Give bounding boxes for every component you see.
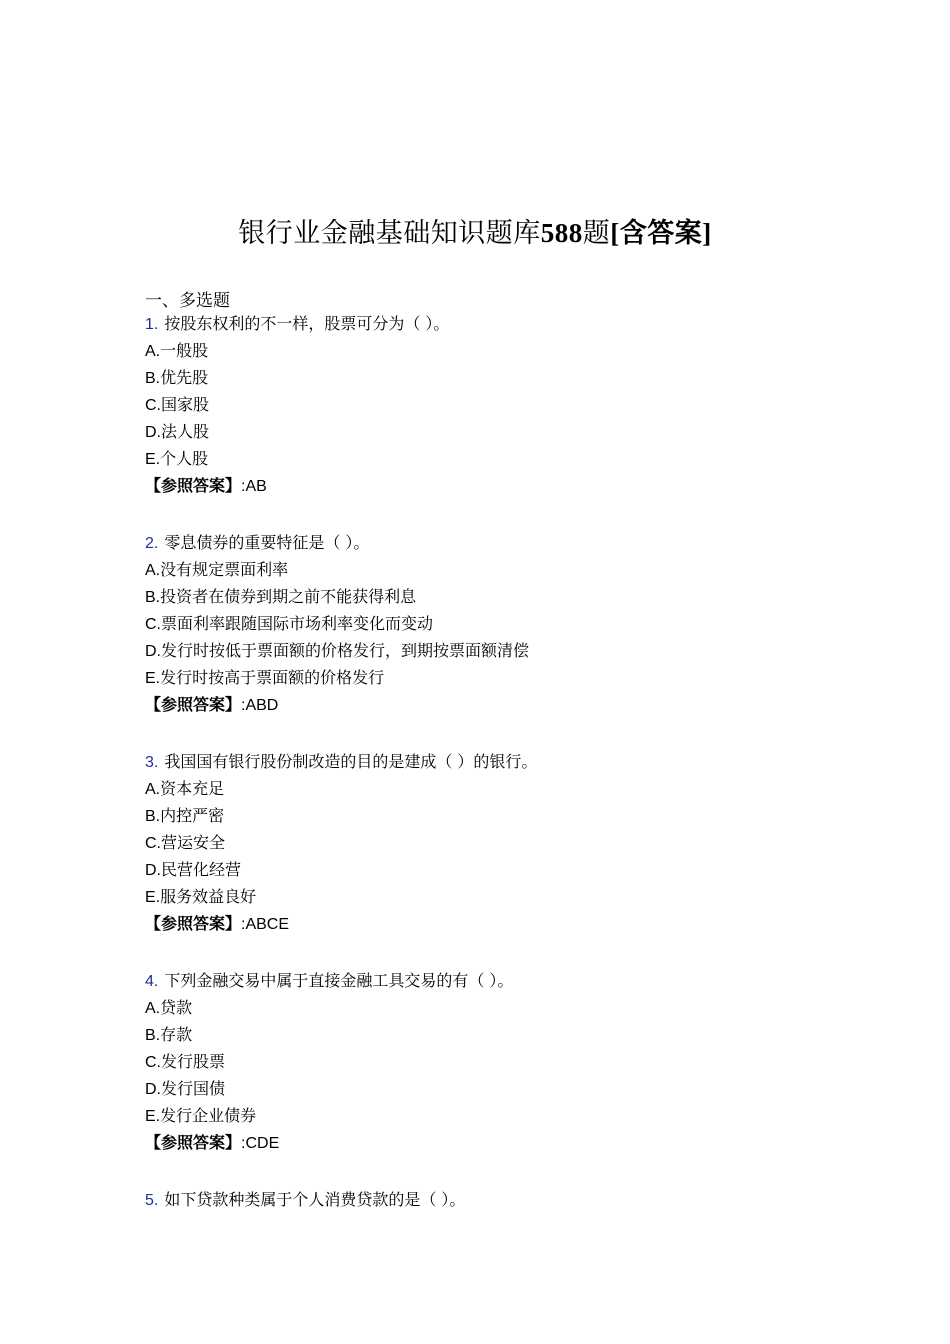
option-b	[145, 802, 845, 829]
section-heading: 一、多选题	[145, 291, 230, 311]
option-text: 个人股	[160, 449, 209, 468]
option-d	[145, 418, 845, 445]
option-text: 一般股	[160, 341, 209, 360]
question-text: 按股东权利的不一样，股票可分为（ ）。	[164, 314, 450, 333]
option-text: 发行时按低于票面额的价格发行，到期按票面额清偿	[161, 641, 530, 660]
option-c	[145, 391, 845, 418]
question-number: 3.	[145, 754, 159, 771]
option-text: 国家股	[161, 395, 210, 414]
option-e	[145, 883, 845, 910]
option-text: 发行企业债券	[160, 1106, 257, 1125]
question-text: 我国国有银行股份制改造的目的是建成（ ）的银行。	[164, 752, 538, 771]
option-e	[145, 664, 845, 691]
question-line	[145, 529, 845, 556]
answer-label: 【参照答案】	[145, 1133, 242, 1152]
option-text: 法人股	[161, 422, 210, 441]
option-text: 没有规定票面利率	[160, 560, 289, 579]
answer-value: :ABD	[241, 697, 279, 714]
option-a	[145, 994, 845, 1021]
option-text: 发行股票	[161, 1052, 226, 1071]
option-c	[145, 829, 845, 856]
answer-line	[145, 910, 845, 937]
option-d	[145, 637, 845, 664]
answer-label: 【参照答案】	[145, 695, 242, 714]
answer-value: :AB	[241, 478, 267, 495]
title-suffix: [含答案]	[610, 218, 712, 248]
answer-label: 【参照答案】	[145, 476, 242, 495]
title-prefix: 银行业金融基础知识题库	[238, 218, 541, 249]
option-text: 存款	[160, 1025, 193, 1044]
option-letter: C.	[145, 1054, 161, 1071]
option-letter: E.	[145, 1108, 161, 1125]
option-text: 贷款	[160, 998, 193, 1017]
option-b	[145, 583, 845, 610]
option-letter: D.	[145, 862, 161, 879]
question-3	[145, 748, 845, 937]
option-e	[145, 445, 845, 472]
answer-line	[145, 472, 845, 499]
answer-label: 【参照答案】	[145, 914, 242, 933]
option-d	[145, 1075, 845, 1102]
option-text: 票面利率跟随国际市场利率变化而变动	[161, 614, 434, 633]
question-line	[145, 310, 845, 337]
option-text: 投资者在债券到期之前不能获得利息	[160, 587, 417, 606]
option-letter: B.	[145, 1027, 161, 1044]
question-number: 2.	[145, 535, 159, 552]
question-number: 5.	[145, 1192, 159, 1209]
option-b	[145, 1021, 845, 1048]
option-text: 内控严密	[160, 806, 225, 825]
option-text: 优先股	[160, 368, 209, 387]
option-text: 服务效益良好	[160, 887, 257, 906]
option-letter: B.	[145, 589, 161, 606]
option-text: 发行国债	[161, 1079, 226, 1098]
answer-value: :CDE	[241, 1135, 280, 1152]
option-e	[145, 1102, 845, 1129]
question-text: 下列金融交易中属于直接金融工具交易的有（ ）。	[164, 971, 514, 990]
option-letter: C.	[145, 835, 161, 852]
option-letter: A.	[145, 781, 161, 798]
option-a	[145, 337, 845, 364]
option-letter: C.	[145, 616, 161, 633]
question-5	[145, 1186, 845, 1213]
title-mid: 题	[582, 218, 611, 249]
option-letter: D.	[145, 424, 161, 441]
question-number: 1.	[145, 316, 159, 333]
answer-value: :ABCE	[241, 916, 290, 933]
answer-line	[145, 691, 845, 718]
option-letter: E.	[145, 670, 161, 687]
option-text: 发行时按高于票面额的价格发行	[160, 668, 385, 687]
question-2	[145, 529, 845, 718]
question-number: 4.	[145, 973, 159, 990]
option-a	[145, 775, 845, 802]
option-a	[145, 556, 845, 583]
option-c	[145, 1048, 845, 1075]
question-4	[145, 967, 845, 1156]
option-letter: D.	[145, 1081, 161, 1098]
answer-line	[145, 1129, 845, 1156]
option-c	[145, 610, 845, 637]
title-number: 588	[540, 218, 583, 248]
document-title	[0, 213, 950, 254]
question-line	[145, 967, 845, 994]
option-letter: D.	[145, 643, 161, 660]
question-text: 零息债券的重要特征是（ ）。	[164, 533, 370, 552]
option-d	[145, 856, 845, 883]
option-letter: E.	[145, 451, 161, 468]
option-text: 民营化经营	[161, 860, 242, 879]
question-1	[145, 310, 845, 499]
option-text: 营运安全	[161, 833, 226, 852]
question-line	[145, 1186, 845, 1213]
option-letter: A.	[145, 1000, 161, 1017]
question-line	[145, 748, 845, 775]
option-letter: B.	[145, 808, 161, 825]
option-b	[145, 364, 845, 391]
question-text: 如下贷款种类属于个人消费贷款的是（ ）。	[164, 1190, 466, 1209]
option-letter: A.	[145, 562, 161, 579]
option-letter: E.	[145, 889, 161, 906]
option-letter: B.	[145, 370, 161, 387]
option-letter: A.	[145, 343, 161, 360]
option-text: 资本充足	[160, 779, 225, 798]
option-letter: C.	[145, 397, 161, 414]
